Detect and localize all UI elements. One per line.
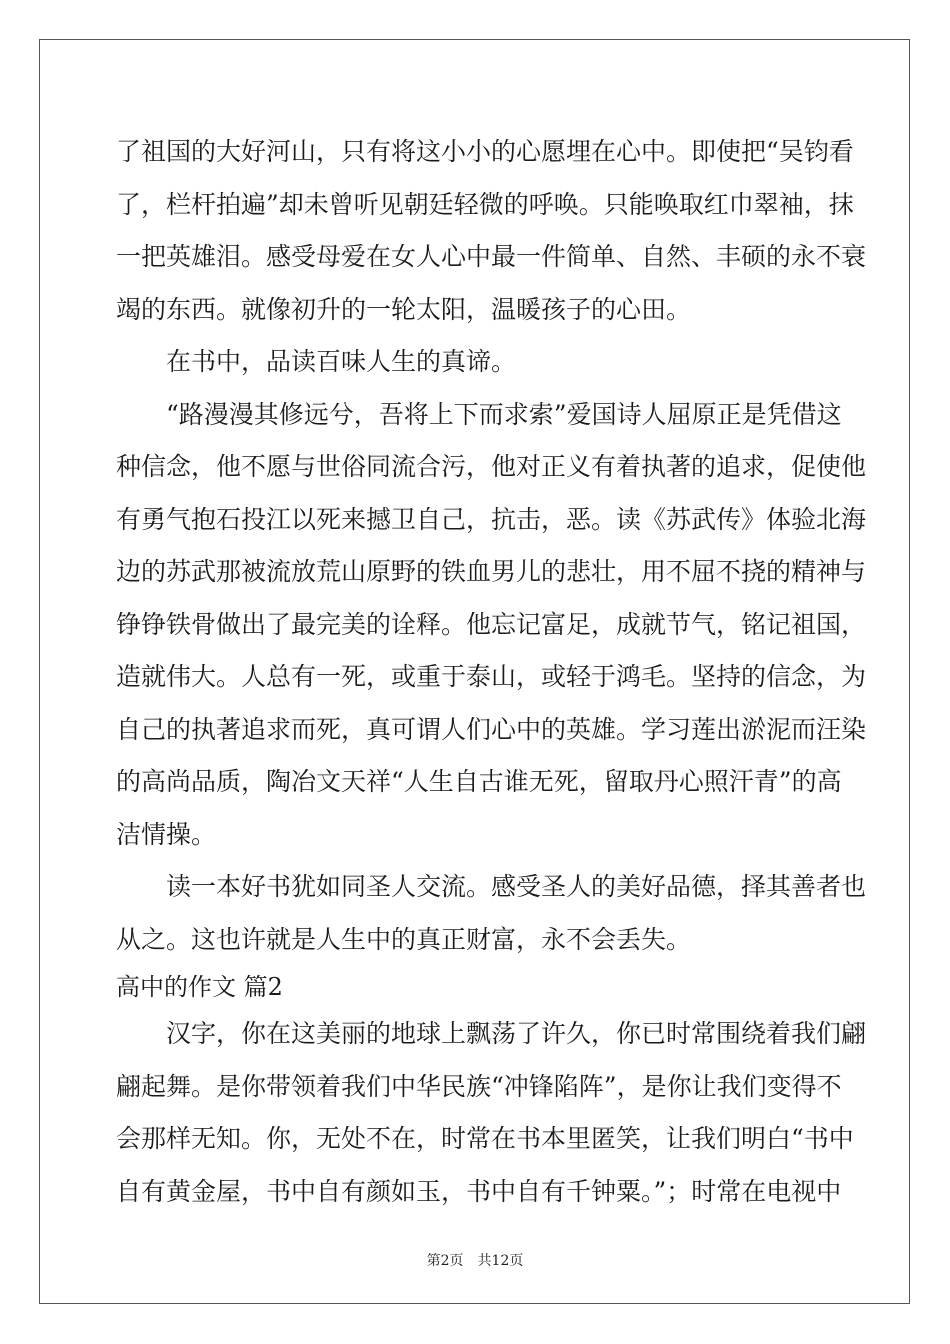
section-heading: 高中的作文 篇2: [116, 973, 283, 1001]
text-line: 了，栏杆拍遍”却未曾听见朝廷轻微的呼唤。只能唤取红巾翠袖，抹: [116, 189, 854, 219]
text-line: 种信念，他不愿与世俗同流合污，他对正义有着执著的追求，促使他: [116, 452, 867, 481]
text-line: “路漫漫其修远兮，吾将上下而求索”爱国诗人屈原正是凭借这: [166, 399, 842, 429]
text-line: 在书中，品读百味人生的真谛。: [166, 347, 517, 376]
page-footer: [0, 1250, 950, 1270]
text-line: 了祖国的大好河山，只有将这小小的心愿埋在心中。即使把“吴钧看: [116, 137, 854, 166]
text-line: 从之。这也许就是人生中的真正财富，永不会丢失。: [116, 924, 692, 954]
text-line: 边的苏武那被流放荒山原野的铁血男儿的悲壮，用不屈不挠的精神与: [116, 557, 867, 586]
text-line: 的高尚品质，陶冶文天祥“人生自古谁无死，留取丹心照汗青”的高: [116, 767, 842, 796]
document-body: [116, 126, 867, 1218]
text-line: 翩起舞。是你带领着我们中华民族“冲锋陷阵”，是你让我们变得不: [116, 1071, 842, 1101]
text-line: 洁情操。: [116, 819, 217, 849]
text-line: 汉字，你在这美丽的地球上飘荡了许久，你已时常围绕着我们翩: [166, 1019, 867, 1048]
text-line: 自有黄金屋，书中自有颜如玉，书中自有千钟粟。”；时常在电视中: [116, 1176, 842, 1206]
text-line: 有勇气抱石投江以死来撼卫自己，抗击，恶。读《苏武传》体验北海: [116, 504, 867, 534]
text-line: 读一本好书犹如同圣人交流。感受圣人的美好品德，择其善者也: [166, 872, 867, 901]
text-line: 一把英雄泪。感受母爱在女人心中最一件简单、自然、丰硕的永不衰: [116, 242, 867, 271]
text-line: 竭的东西。就像初升的一轮太阳，温暖孩子的心田。: [116, 294, 692, 324]
page-total: 共12页: [477, 1253, 524, 1269]
page-number: 第2页: [426, 1253, 464, 1269]
text-line: 会那样无知。你，无处不在，时常在书本里匿笑，让我们明白“书中: [116, 1124, 854, 1153]
text-line: 自己的执著追求而死，真可谓人们心中的英雄。学习莲出淤泥而汪染: [116, 714, 867, 744]
text-line: 造就伟大。人总有一死，或重于泰山，或轻于鸿毛。坚持的信念，为: [116, 662, 867, 691]
text-line: 铮铮铁骨做出了最完美的诠释。他忘记富足，成就节气，铭记祖国，: [116, 609, 867, 639]
